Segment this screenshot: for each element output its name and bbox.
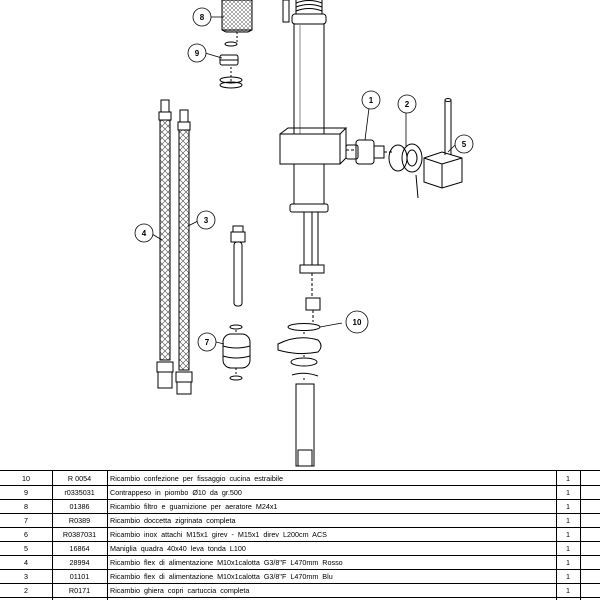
faucet-column [280, 24, 346, 322]
svg-text:3: 3 [203, 216, 209, 225]
part-code: 28994 [69, 558, 90, 567]
part-description: Ricambio doccetta zigrinata completa [110, 516, 236, 525]
part-description: Ricambio ghiera copri cartuccia completa [110, 586, 250, 595]
part-code: 01101 [69, 572, 90, 581]
part-quantity: 1 [566, 502, 570, 511]
part-description: Ricambio filtro e guarnizione per aeratore M24x1 [110, 502, 278, 511]
part-number: 10 [22, 474, 30, 483]
svg-text:7: 7 [204, 338, 210, 347]
svg-text:1: 1 [368, 96, 374, 105]
part-description: Ricambio flex di alimentazione M10x1calotta G3/8"F L470mm Blu [110, 572, 333, 581]
callout-4 [135, 224, 153, 242]
fixing-kit-part [278, 324, 321, 467]
part-description: Ricambio inox attachi M15x1 girev - M15x1 direv L200cm ACS [110, 530, 327, 539]
part-code: R0387031 [62, 530, 97, 539]
part-description: Maniglia quadra 40x40 leva tonda L100 [110, 544, 246, 553]
part-quantity: 1 [566, 572, 570, 581]
small-hose-part [231, 226, 245, 306]
part-code: 16864 [69, 544, 90, 553]
table-row [0, 514, 600, 527]
table-row [0, 472, 600, 485]
leader-lines [152, 17, 455, 344]
part-description: Contrappeso in piombo Ø10 da gr.500 [110, 488, 242, 497]
table-row [0, 556, 600, 569]
parts-list-table [0, 470, 600, 600]
part-code: R0389 [68, 516, 91, 525]
part-code: r0335031 [64, 488, 95, 497]
part-number: 9 [24, 488, 28, 497]
svg-text:2: 2 [404, 100, 410, 109]
table-row [0, 542, 600, 555]
callout-7 [193, 8, 211, 26]
flex-hose-red-part [157, 100, 173, 388]
callout-1 [362, 91, 380, 109]
part-quantity: 1 [566, 530, 570, 539]
part-number: 3 [24, 572, 28, 581]
part-quantity: 1 [566, 516, 570, 525]
part-number: 6 [24, 530, 28, 539]
spray-head-part [222, 0, 252, 42]
counterweight-part [223, 325, 250, 380]
part-quantity: 1 [566, 558, 570, 567]
svg-text:5: 5 [461, 140, 467, 149]
aerator-filter-part [220, 42, 242, 88]
part-number: 8 [24, 502, 28, 511]
part-code: R 0054 [67, 474, 92, 483]
svg-text:10: 10 [352, 318, 362, 327]
table-row [0, 528, 600, 541]
part-quantity: 1 [566, 586, 570, 595]
part-code: R0171 [68, 586, 91, 595]
svg-text:8: 8 [199, 13, 205, 22]
table-row [0, 500, 600, 513]
table-row [0, 486, 600, 499]
part-quantity: 1 [566, 488, 570, 497]
svg-text:9: 9 [194, 49, 200, 58]
table-row [0, 584, 600, 597]
row-divider [0, 597, 600, 598]
part-number: 4 [24, 558, 28, 567]
part-quantity: 1 [566, 544, 570, 553]
part-description: Ricambio confezione per fissaggio cucina estraibile [110, 474, 284, 483]
ring-nut-part [389, 144, 422, 198]
callout-2 [398, 95, 416, 113]
part-number: 5 [24, 544, 28, 553]
callout-3 [197, 211, 215, 229]
part-code: 01386 [69, 502, 90, 511]
part-quantity: 1 [566, 474, 570, 483]
spring-hose-part [283, 0, 326, 24]
callout-9 [198, 333, 216, 351]
cartridge-part [346, 140, 392, 164]
callout-5 [455, 135, 473, 153]
part-description: Ricambio flex di alimentazione M10x1calotta G3/8"F L470mm Rosso [110, 558, 343, 567]
callout-10 [346, 311, 368, 333]
table-row [0, 570, 600, 583]
callout-8 [188, 44, 206, 62]
part-number: 2 [24, 586, 28, 595]
flex-hose-blue-part [176, 110, 192, 394]
part-number: 7 [24, 516, 28, 525]
svg-text:4: 4 [141, 229, 147, 238]
